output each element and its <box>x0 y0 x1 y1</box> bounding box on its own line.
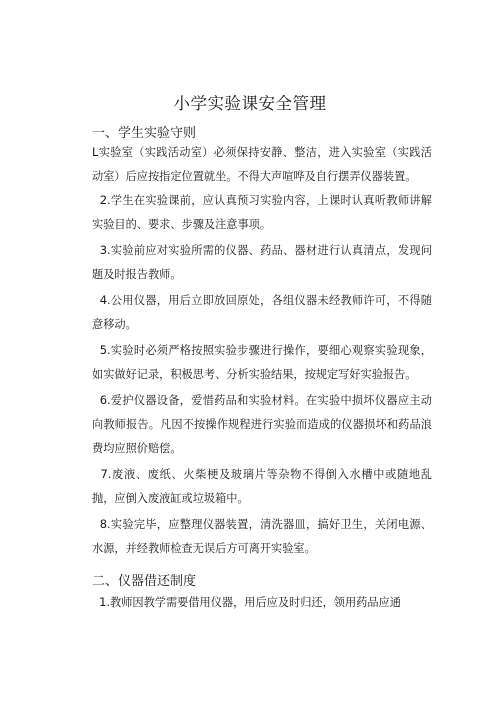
rule-item-5 <box>92 338 432 387</box>
rule-text: 实验室（实践活动室）必须保持安静、整洁，进入实验室（实践活动室）后应按指定位置就坐。不得大声喧哗及自行摆弄仪器装置。 <box>92 146 432 183</box>
rule-item-7 <box>92 462 432 511</box>
rule-text: .实验前应对实验所需的仪器、药品、器材进行认真清点，发现问题及时报告教师。 <box>92 244 432 281</box>
rule-text: .实验时必须严格按照实验步骤进行操作，要细心观察实验现象，如实做好记录，积极思考、分析实验结果，按规定写好实验报告。 <box>92 344 432 381</box>
rule-number: 2 <box>99 193 108 207</box>
rule-item-2 <box>92 188 432 237</box>
rule-number: 8 <box>99 517 108 531</box>
section-heading-student-rules: 一、学生实验守则 <box>92 126 197 141</box>
rule-number: 5 <box>99 343 108 357</box>
rule-text: .公用仪器，用后立即放回原处，各组仪器未经教师许可，不得随意移动。 <box>92 294 432 331</box>
rule-text: .实验完毕，应整理仪器装置，清洗器皿，搞好卫生，关闭电源、水源，并经教师检查无误后方可离开实验室。 <box>92 518 432 555</box>
rule-text: .学生在实验课前，应认真预习实验内容，上课时认真听教师讲解实验目的、要求、步骤及注意事项。 <box>92 194 432 231</box>
rule-item-6 <box>92 388 432 461</box>
rule-text: .爱护仪器设备，爱惜药品和实验材料。在实验中损坏仪器应主动向教师报告。凡因不按操作规程进行实验而造成的仪器损坏和药品浪费均应照价赔偿。 <box>92 394 432 455</box>
rule-number: 7 <box>100 467 108 481</box>
rule-number: 1 <box>99 595 107 609</box>
rule-item-1 <box>92 140 432 189</box>
rule-item-lending-1 <box>92 590 432 615</box>
rule-number: 6 <box>99 393 108 407</box>
rule-number: 4 <box>99 293 108 307</box>
rule-number: L <box>92 145 99 159</box>
rule-number: 3 <box>99 243 108 257</box>
rule-item-3 <box>92 238 432 287</box>
document-title: 小学实验课安全管理 <box>173 94 327 113</box>
rule-item-8 <box>92 512 432 561</box>
section-heading-equipment-lending: 二、仪器借还制度 <box>92 574 197 589</box>
rule-item-4 <box>92 288 432 337</box>
rule-text: .废液、废纸、火柴梗及玻璃片等杂物不得倒入水槽中或随地乱抛，应倒入废液缸或垃圾箱中。 <box>92 468 432 505</box>
rule-text: .教师因教学需要借用仪器，用后应及时归还，领用药品应通 <box>106 596 401 609</box>
